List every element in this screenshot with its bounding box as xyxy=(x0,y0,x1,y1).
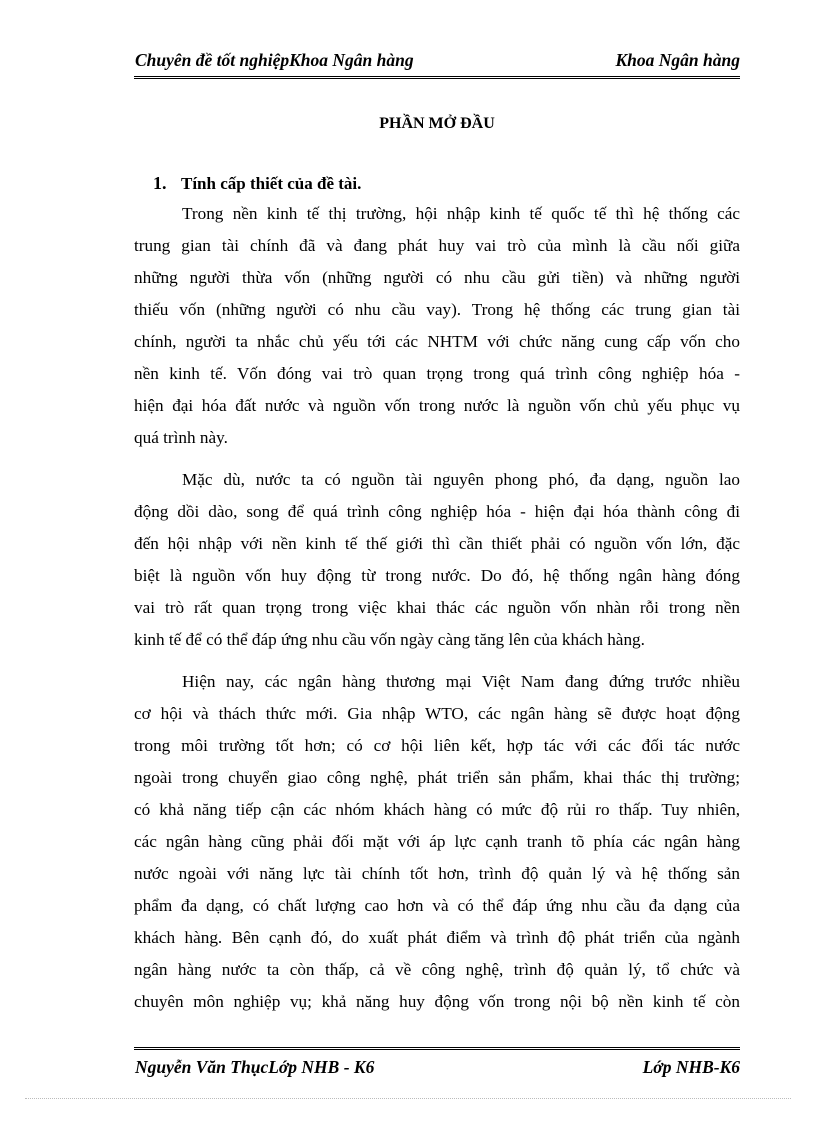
text-line: thiếu vốn (những người có nhu cầu vay). Trong hệ thống các trung gian tài xyxy=(134,300,740,319)
text-line: khách hàng. Bên cạnh đó, do xuất phát điểm và trình độ phát triển của ngành xyxy=(134,928,740,947)
page-footer xyxy=(134,1047,740,1080)
text-line: nước ngoài với năng lực tài chính tốt hơn, trình độ quản lý và hệ thống sản xyxy=(134,864,740,883)
text-line: vai trò rất quan trọng trong việc khai thác các nguồn vốn nhàn rỗi trong nền xyxy=(134,598,740,617)
page-bottom-dotted-rule xyxy=(25,1098,791,1099)
paragraph xyxy=(134,198,740,454)
header-left-text: Chuyên đề tốt nghiệpKhoa Ngân hàng xyxy=(135,50,414,70)
header-right-text: Khoa Ngân hàng xyxy=(615,50,740,70)
text-line: trong môi trường tốt hơn; có cơ hội liên kết, hợp tác với các đối tác nước xyxy=(134,736,740,755)
text-line: ngân hàng nước ta còn thấp, cả về công nghệ, trình độ quản lý, tổ chức và xyxy=(134,960,740,979)
text-line: có khả năng tiếp cận các nhóm khách hàng có mức độ rủi ro thấp. Tuy nhiên, xyxy=(134,800,740,819)
text-line: Trong nền kinh tế thị trường, hội nhập kinh tế quốc tế thì hệ thống các xyxy=(182,204,740,223)
text-line: biệt là nguồn vốn huy động từ trong nước. Do đó, hệ thống ngân hàng đóng xyxy=(134,566,740,585)
text-line: Hiện nay, các ngân hàng thương mại Việt Nam đang đứng trước nhiều xyxy=(182,672,740,691)
section-number: 1. xyxy=(153,173,167,193)
text-line: ngoài trong chuyển giao công nghệ, phát triển sản phẩm, khai thác thị trường; xyxy=(134,768,740,787)
section-heading xyxy=(153,173,361,194)
page-title: PHẦN MỞ ĐẦU xyxy=(379,115,495,132)
footer-left-text: Nguyễn Văn ThụcLớp NHB - K6 xyxy=(135,1057,375,1077)
text-line: Mặc dù, nước ta có nguồn tài nguyên phong phó, đa dạng, nguồn lao xyxy=(182,470,740,489)
text-line: phẩm đa dạng, có chất lượng cao hơn và có thể đáp ứng nhu cầu đa dạng của xyxy=(134,896,740,915)
page-header xyxy=(134,48,740,79)
text-line: các ngân hàng cũng phải đối mặt với áp lực cạnh tranh tõ phía các ngân hàng xyxy=(134,832,740,851)
text-line: kinh tế để có thể đáp ứng nhu cầu vốn ngày càng tăng lên của khách hàng. xyxy=(134,630,645,649)
text-line: quá trình này. xyxy=(134,428,228,447)
footer-right-text: Lớp NHB-K6 xyxy=(642,1057,740,1077)
text-line: chuyên môn nghiệp vụ; khả năng huy động vốn trong nội bộ nền kinh tế còn xyxy=(134,992,740,1011)
text-line: hiện đại hóa đất nước và nguồn vốn trong nước là nguồn vốn chủ yếu phục vụ xyxy=(134,396,740,415)
body-text xyxy=(134,198,740,1028)
text-line: động dồi dào, song để quá trình công nghiệp hóa - hiện đại hóa thành công đi xyxy=(134,502,740,521)
paragraph xyxy=(134,464,740,656)
text-line: những người thừa vốn (những người có nhu cầu gửi tiền) và những người xyxy=(134,268,740,287)
text-line: nền kinh tế. Vốn đóng vai trò quan trọng trong quá trình công nghiệp hóa - xyxy=(134,364,740,383)
paragraph xyxy=(134,666,740,1018)
section-heading-text: Tính cấp thiết của đề tài. xyxy=(181,174,362,193)
text-line: trung gian tài chính đã và đang phát huy vai trò của mình là cầu nối giữa xyxy=(134,236,740,255)
text-line: đến hội nhập với nền kinh tế thế giới thì cần thiết phải có nguồn vốn lớn, đặc xyxy=(134,534,740,553)
text-line: cơ hội và thách thức mới. Gia nhập WTO, các ngân hàng sẽ được hoạt động xyxy=(134,704,740,723)
text-line: chính, người ta nhắc chủ yếu tới các NHTM với chức năng cung cấp vốn cho xyxy=(134,332,740,351)
